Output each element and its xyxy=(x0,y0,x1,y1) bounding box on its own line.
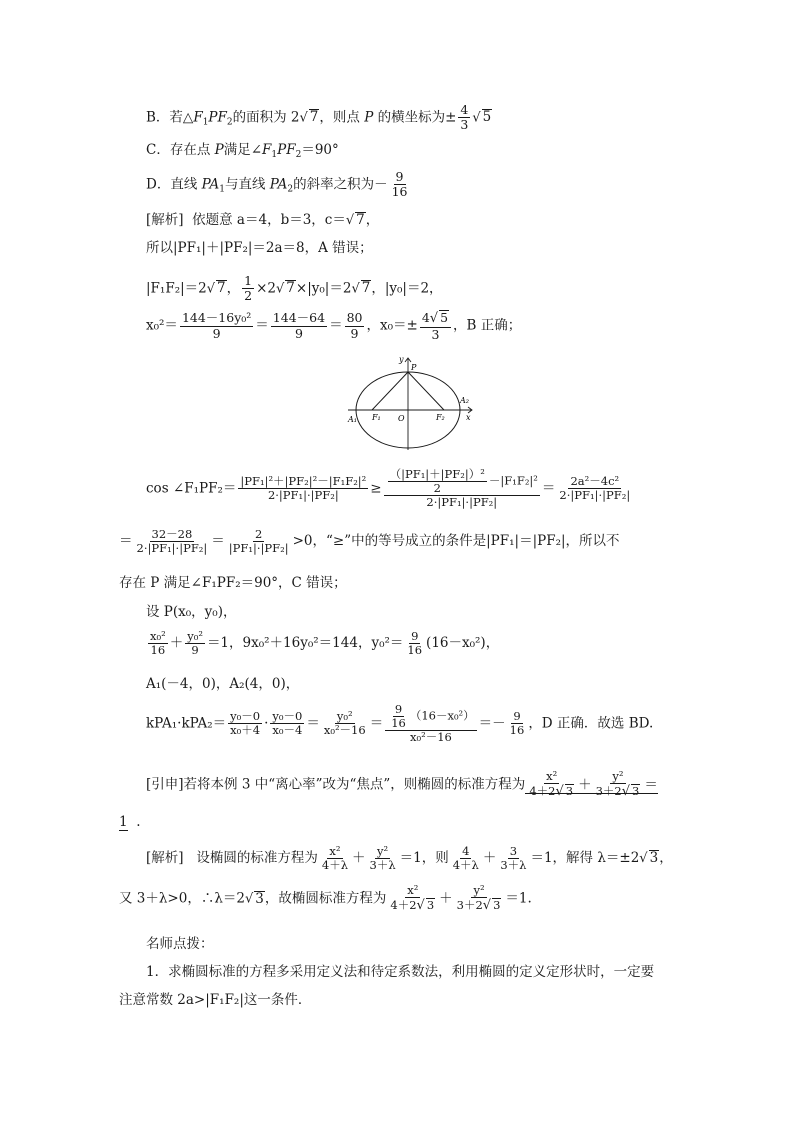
label-y: y xyxy=(399,355,404,364)
vertex-line: A₁(－4，0)，A₂(4，0)， xyxy=(146,676,300,692)
slope-product-line: kPA₁·kPA₂＝ $\frac{\text{y₀－0}}{\text{x₀＋4}}$ · $\frac{\text{y₀－0}}{\text{x₀－4}}$ ＝ $\frac{\text{y₀²}}{\text{x₀²－16}}$ ＝ $\frac{9}{16}$ （16－x₀²） x₀²－16 ＝－ $\frac{9}{16}$ ，D 正确．故选 BD. xyxy=(146,702,654,745)
label-o: O xyxy=(398,414,405,423)
ellipse-figure xyxy=(340,352,480,454)
label-a2: A₂ xyxy=(460,396,469,405)
label-f1: F₁ xyxy=(372,413,381,422)
tips-line-1: 1．求椭圆标准的方程多采用定义法和待定系数法，利用椭圆的定义定形状时，一定要 xyxy=(146,964,655,980)
segment-pf2 xyxy=(408,372,444,410)
sum-line: 所以|PF₁|＋|PF₂|＝2a＝8，A 错误； xyxy=(146,240,373,256)
label-x: x xyxy=(466,413,471,422)
analysis-2-conclusion: 又 3＋λ>0，∴λ＝2√ 3，故椭圆标准方程为 $\frac{\text{x²}}{4+2√ 3}$ ＋ $\frac{\text{y²}}{3+2√ 3}$ ＝1. xyxy=(119,883,532,914)
label-p: P xyxy=(411,363,417,372)
x0-line: x₀²＝ $\frac{\text{144－16y₀²}}{9}$ ＝ $\frac{144-64}{9}$ ＝ $\frac{80}{9}$ ，x₀＝± $\frac{4√ 5}{3}$ ，B 正确； xyxy=(146,310,522,342)
extension-question: [引申]若将本例 3 中“离心率”改为“焦点”，则椭圆的标准方程为 $\frac{\text{x²}}{4+2√ 3}$ ＋ $\frac{\text{y²}}{3+2√ 3}$ ＝ xyxy=(146,769,658,800)
label-a1: A₁ xyxy=(348,415,357,424)
focal-line: |F₁F₂|＝2√ 7， $\frac{1}{2}$ ×2√ 7×|y₀|＝2√ 7，|y₀|＝2， xyxy=(146,273,443,304)
extension-answer-tail: 1 . xyxy=(119,814,141,830)
tips-line-2: 注意常数 2a>|F₁F₂|这一条件． xyxy=(119,992,312,1008)
set-p-line: 设 P(x₀，y₀)， xyxy=(146,604,237,620)
segment-pf1 xyxy=(372,372,408,410)
label-f2: F₂ xyxy=(436,413,445,422)
cos-line: cos ∠F₁PF₂＝ $\frac{\text{|PF₁|²＋|PF₂|²－|F₁F₂|²}}{\text{2·|PF₁|·|PF₂|}}$ ≥ $\frac{\text{（|PF₁|＋|PF₂|）²}}{2}$ －|F₁F₂|² 2·|PF₁|·|PF₂| ＝ $\frac{\text{2a²－4c²}}{\text{2·|PF₁|·|PF₂|}}$ xyxy=(146,467,631,510)
option-d: D．直线 $PA_1$与直线 $PA_2$的斜率之积为－ $\frac{9}{16}$ xyxy=(146,169,408,200)
option-c: C．存在点 P满足$\angle F_1PF_2=90^\circ$ xyxy=(146,142,339,160)
equation-line: $\frac{\text{x₀²}}{16}$ ＋ $\frac{\text{y₀²}}{9}$ ＝1，9x₀²＋16y₀²＝144，y₀²＝ $\frac{9}{16}$ (16－x₀²)， xyxy=(150,629,500,658)
tips-title: 名师点拨： xyxy=(146,936,214,952)
analysis-2: [解析] 设椭圆的标准方程为 $\frac{\text{x²}}{4+\lambda}$ ＋ $\frac{\text{y²}}{3+\lambda}$ ＝1，则 $\frac{4}{4+\lambda}$ ＋ $\frac{3}{3+\lambda}$ ＝1，解得 λ＝±2√ 3， xyxy=(146,844,673,873)
option-b: B．若$\triangle F_1PF_2$的面积为 2√ 7，则点 P 的横坐标为± $\frac{4}{3}$ √ 5 xyxy=(146,102,492,133)
cos-line-2: ＝ $\frac{32-28}{\text{2·|PF₁|·|PF₂|}}$ ＝ $\frac{2}{\text{|PF₁|·|PF₂|}}$ >0，“≥”中的等号成立的条件是|PF₁|＝|PF₂|，所以不 xyxy=(119,527,620,556)
analysis-intro: [解析] 依题意 a＝4，b＝3，c＝√ 7， xyxy=(146,212,380,228)
cos-line-3: 存在 P 满足∠F₁PF₂＝90°，C 错误； xyxy=(119,575,347,591)
